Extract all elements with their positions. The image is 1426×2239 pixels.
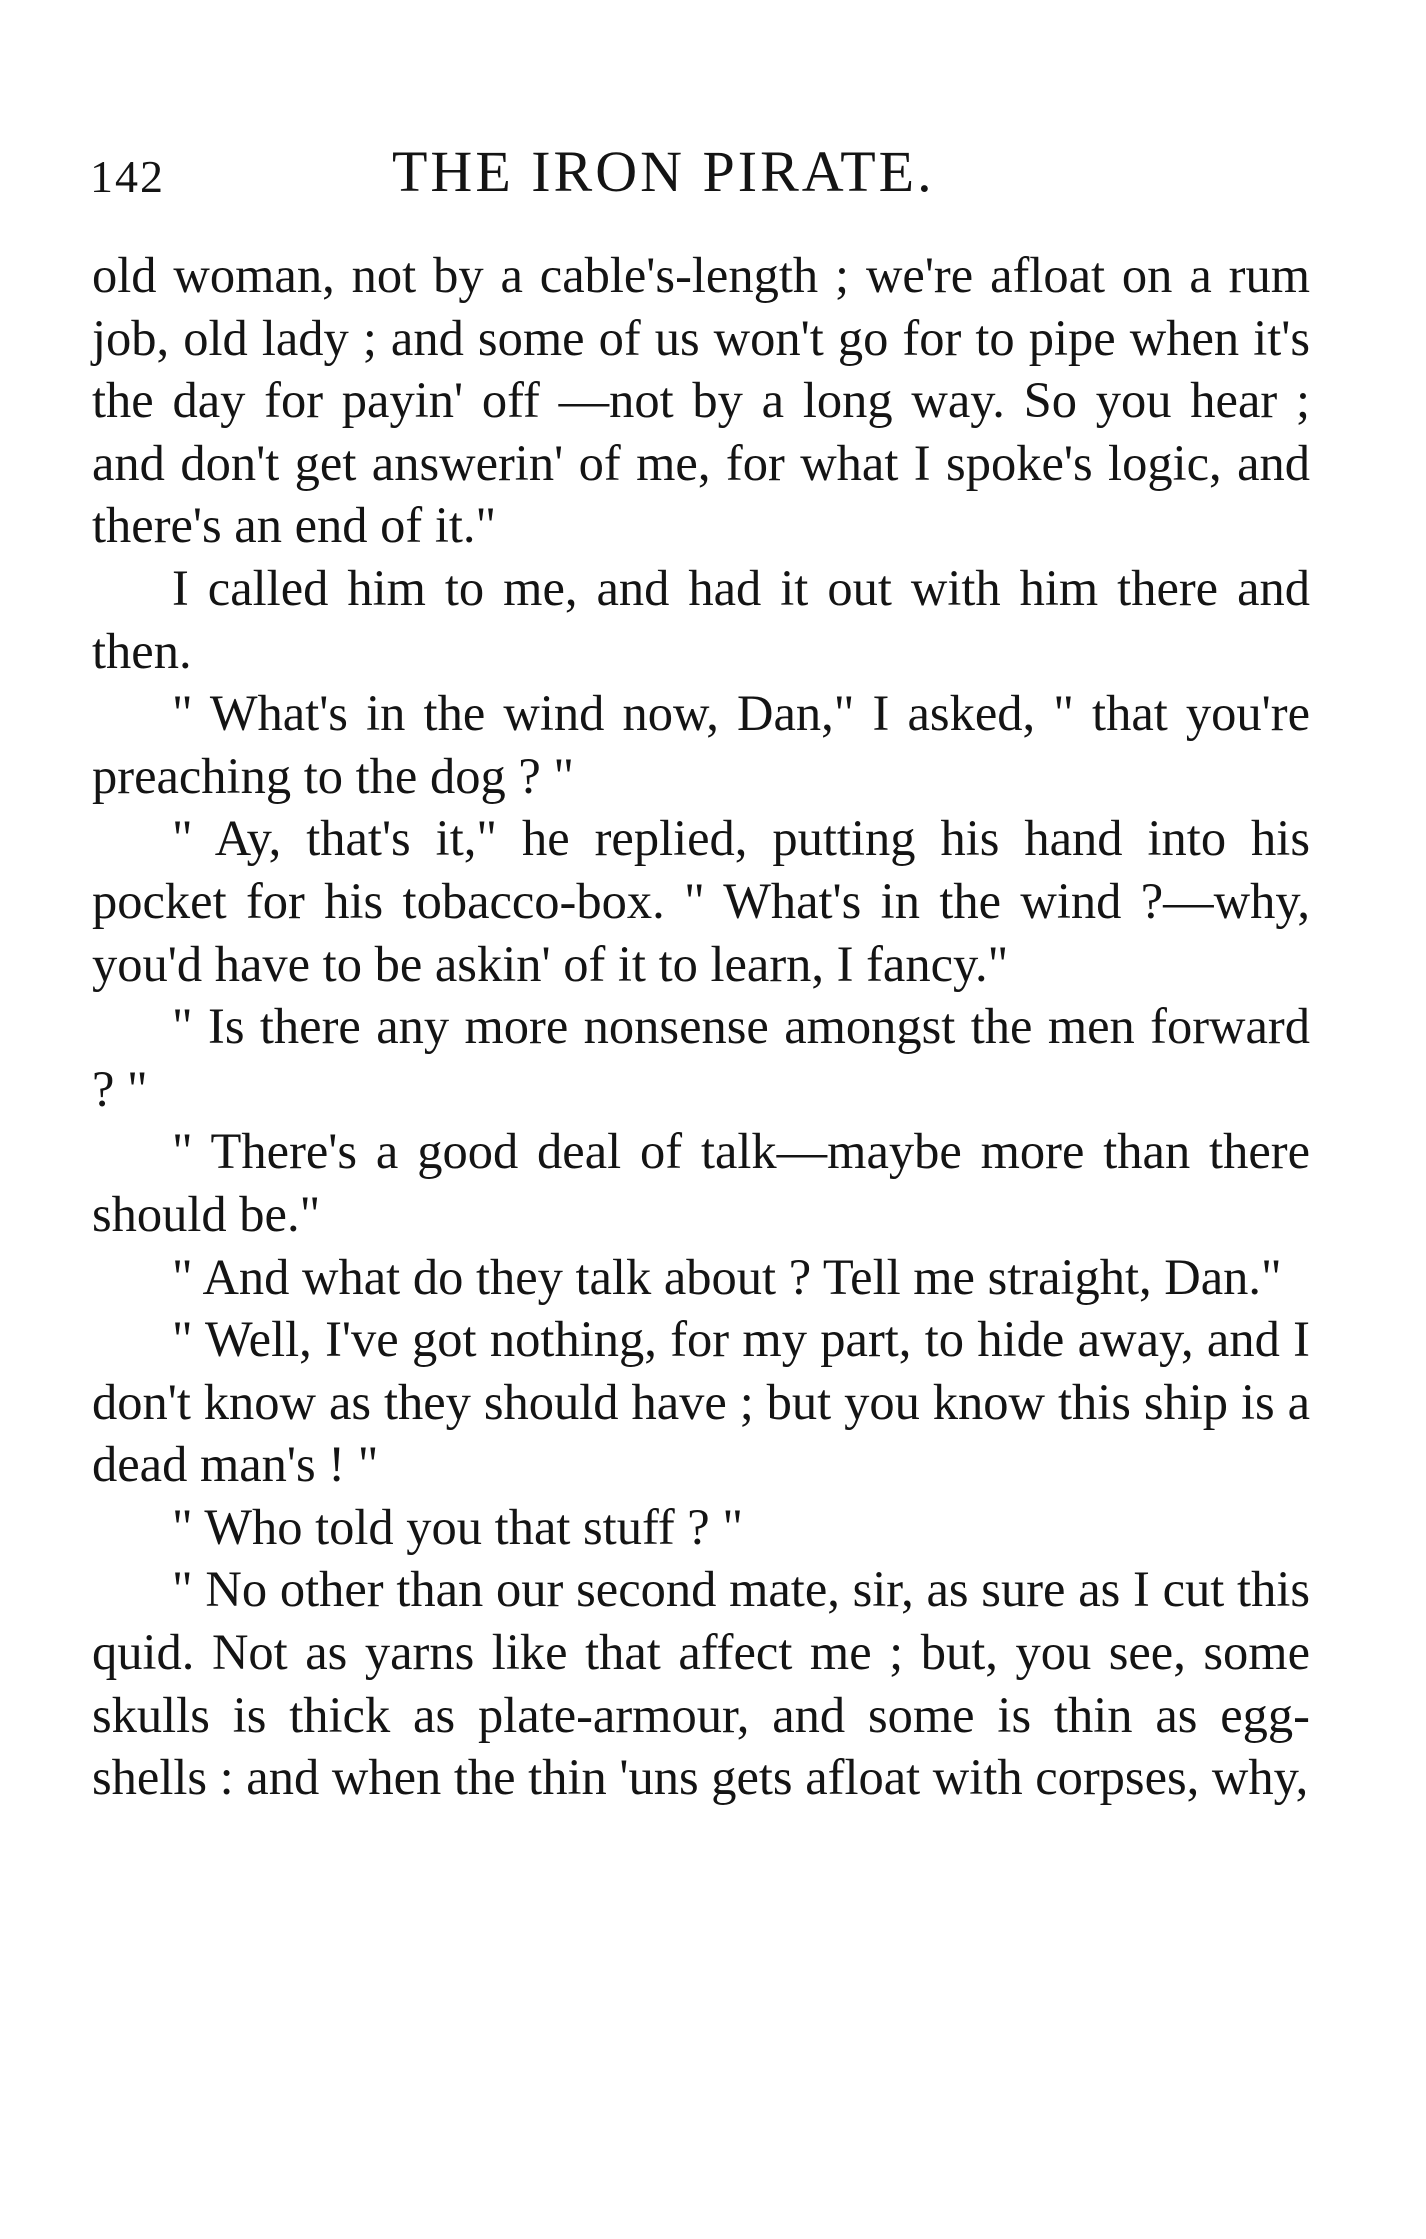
paragraph: " There's a good deal of talk—maybe more than there should be." bbox=[92, 1123, 1310, 1242]
running-head bbox=[0, 138, 1426, 208]
running-title: THE IRON PIRATE. bbox=[392, 139, 935, 204]
paragraph: " What's in the wind now, Dan," I asked, " that you're preaching to the dog ? " bbox=[92, 685, 1310, 804]
paragraph: " Well, I've got nothing, for my part, to hide away, and I don't know as they should have ; but you know this ship is a dead man's ! " bbox=[92, 1311, 1310, 1493]
paragraph: " Is there any more nonsense amongst the men forward ? " bbox=[92, 998, 1310, 1117]
paragraph: " No other than our second mate, sir, as sure as I cut this quid. Not as yarns like that affect me ; but, you see, some skulls is thick as plate-armour, and some is thin as egg-shells : and when the thin 'uns gets afloat with corpses, why, bbox=[92, 1561, 1310, 1806]
paragraph: I called him to me, and had it out with him there and then. bbox=[92, 559, 1310, 679]
paragraph: old woman, not by a cable's-length ; we're afloat on a rum job, old lady ; and some of us won't go for to pipe when it's the day for payin' off —not by a long way. So you hear ; and don't get answerin' of me, for what I spoke's logic, and there's an end of it." bbox=[92, 247, 1310, 554]
paragraph: " Who told you that stuff ? " bbox=[172, 1498, 743, 1555]
paragraph: " Ay, that's it," he replied, putting his hand into his pocket for his tobacco-box. " What's in the wind ?—why, you'd have to be askin' of it to learn, I fancy." bbox=[92, 810, 1310, 992]
body-text bbox=[92, 244, 1310, 1809]
page-number: 142 bbox=[90, 151, 165, 202]
paragraph: " And what do they talk about ? Tell me straight, Dan." bbox=[172, 1248, 1282, 1305]
